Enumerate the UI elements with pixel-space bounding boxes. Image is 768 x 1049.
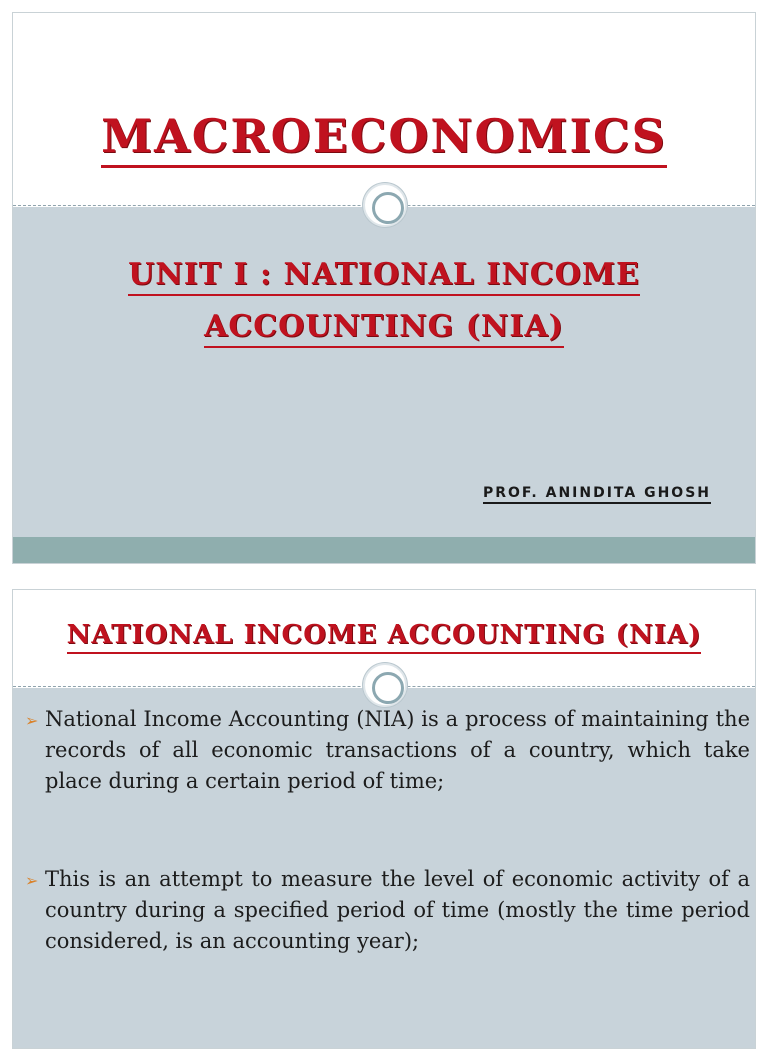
slide-title: NATIONAL INCOME ACCOUNTING (NIA) [13,620,755,650]
author-name: PROF. ANINDITA GHOSH [483,485,711,504]
slide-footer-bar [13,537,755,563]
circle-ornament-icon [363,183,407,227]
circle-ornament-icon [363,663,407,707]
bullet-text: National Income Accounting (NIA) is a process of maintaining the records of all economic transactions of a country, which take place during a certain period of time; [45,707,750,793]
list-item [25,864,750,957]
title-slide [12,12,756,564]
page-title: MACROECONOMICS [13,109,755,163]
content-slide [12,589,756,1049]
chevron-right-icon: ➢ [25,711,39,730]
unit-title-line1: UNIT I : NATIONAL INCOME [128,257,640,296]
unit-title [13,249,755,353]
chevron-right-icon: ➢ [25,871,39,890]
bullet-list [25,704,750,957]
bullet-text: This is an attempt to measure the level of economic activity of a country during a specified period of time (mostly the time period considered, is an accounting year); [45,867,750,953]
unit-title-line2: ACCOUNTING (NIA) [204,309,564,348]
list-item [25,704,750,797]
